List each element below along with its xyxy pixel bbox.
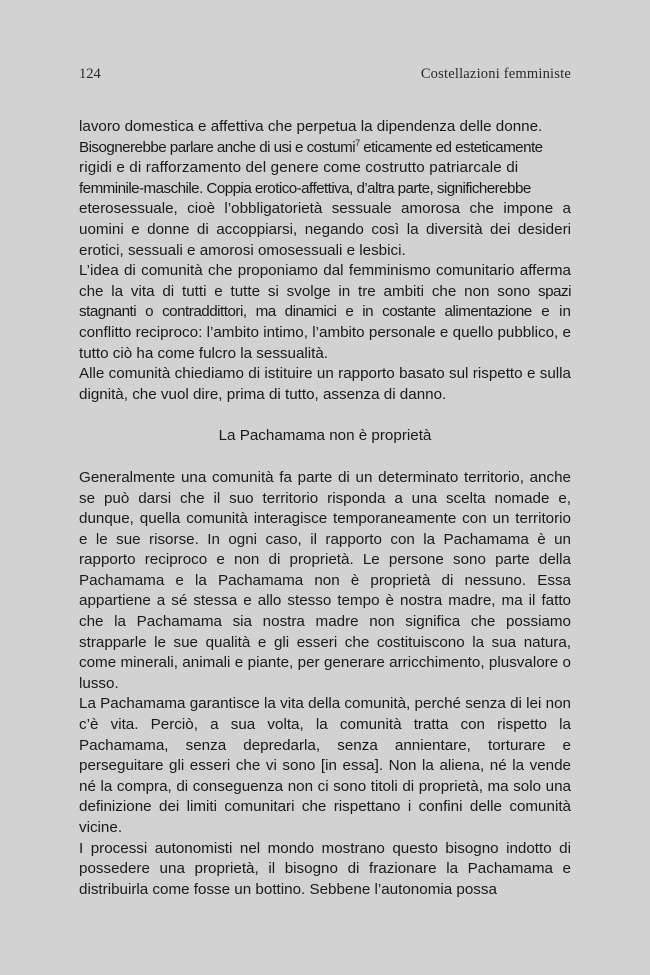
section-heading: La Pachamama non è proprietà [218, 427, 432, 445]
text-line: e in conflitto reciproco: l’ambito intimo, l’ambito personale e quello pubblico, e tutto ciò ha come fulcro la sessualità. [79, 303, 571, 362]
text-line: spazi stagnanti o contraddittori, ma dinamici e in costante alimentazione [79, 282, 571, 321]
text-line: lavoro domestica e affettiva che perpetua la dipendenza delle donne. [79, 118, 543, 135]
body-text [79, 117, 571, 900]
footnote-ref: 7 [355, 137, 360, 148]
running-header [79, 66, 571, 86]
text-line: rigidi e di rafforzamento del genere come costrutto patriarcale di [79, 159, 519, 177]
paragraph: La Pachamama garantisce la vita della comunità, perché senza di lei non c’è vita. Perciò, a sua volta, la comunità tratta con rispetto la Pachamama, senza depredarla, senza annientare, torturare e perseguitare gli esseri che vi sono [in essa]. Non la aliena, né la vende né la compra, di conseguenza non ci sono titoli di proprietà, ma solo una definizione dei limiti comunitari che rispettano i confini delle comunità vicine. [79, 695, 571, 836]
text-line: eterosessuale, cioè l’obbligatorietà sessuale amorosa che impone a uomini e donne di accoppiarsi, negando così la diversità dei desideri erotici, sessuali e amorosi omosessuali e lesbici. [79, 200, 571, 259]
paragraph: I processi autonomisti nel mondo mostrano questo bisogno indotto di possedere una proprietà, il bisogno di frazionare la Pachamama e distribuirla come fosse un bottino. Sebbene l’autonomia possa [79, 839, 571, 898]
text-line: Bisognerebbe parlare anche di usi e costumi$^7$ eticamente ed esteticamente [79, 137, 543, 156]
paragraph [79, 261, 571, 364]
paragraph [79, 117, 571, 261]
paragraph: Generalmente una comunità fa parte di un determinato territorio, anche se può darsi che il suo territorio risponda a una scelta nomade e, dunque, quella comunità interagisce temporaneamente con un territorio e le sue risorse. In ogni caso, il rapporto con la Pachamama è un rapporto reciproco e non di proprietà. Le persone sono parte della Pachamama e la Pachamama non è proprietà di nessuno. Essa appartiene a sé stessa e allo stesso tempo è nostra madre, ma il fatto che la Pachamama sia nostra madre non significa che possiamo strapparle le sue qualità e gli esseri che costituiscono la sua natura, come minerali, animali e piante, per generare arricchimento, plusvalore o lusso. [79, 468, 571, 692]
running-title: Costellazioni femministe [420, 66, 571, 82]
text-line: L’idea di comunità che proponiamo dal femminismo comunitario afferma che la vita di tutti e tutte si svolge in tre ambiti che non sono [79, 262, 571, 300]
text-line: femminile-maschile. Coppia erotico-affettiva, d’altra parte, significherebbe [79, 179, 531, 197]
page-number: 124 [79, 66, 101, 82]
paragraph: Alle comunità chiediamo di istituire un rapporto basato sul rispetto e sulla dignità, che vuol dire, prima di tutto, assenza di danno. [79, 365, 571, 403]
